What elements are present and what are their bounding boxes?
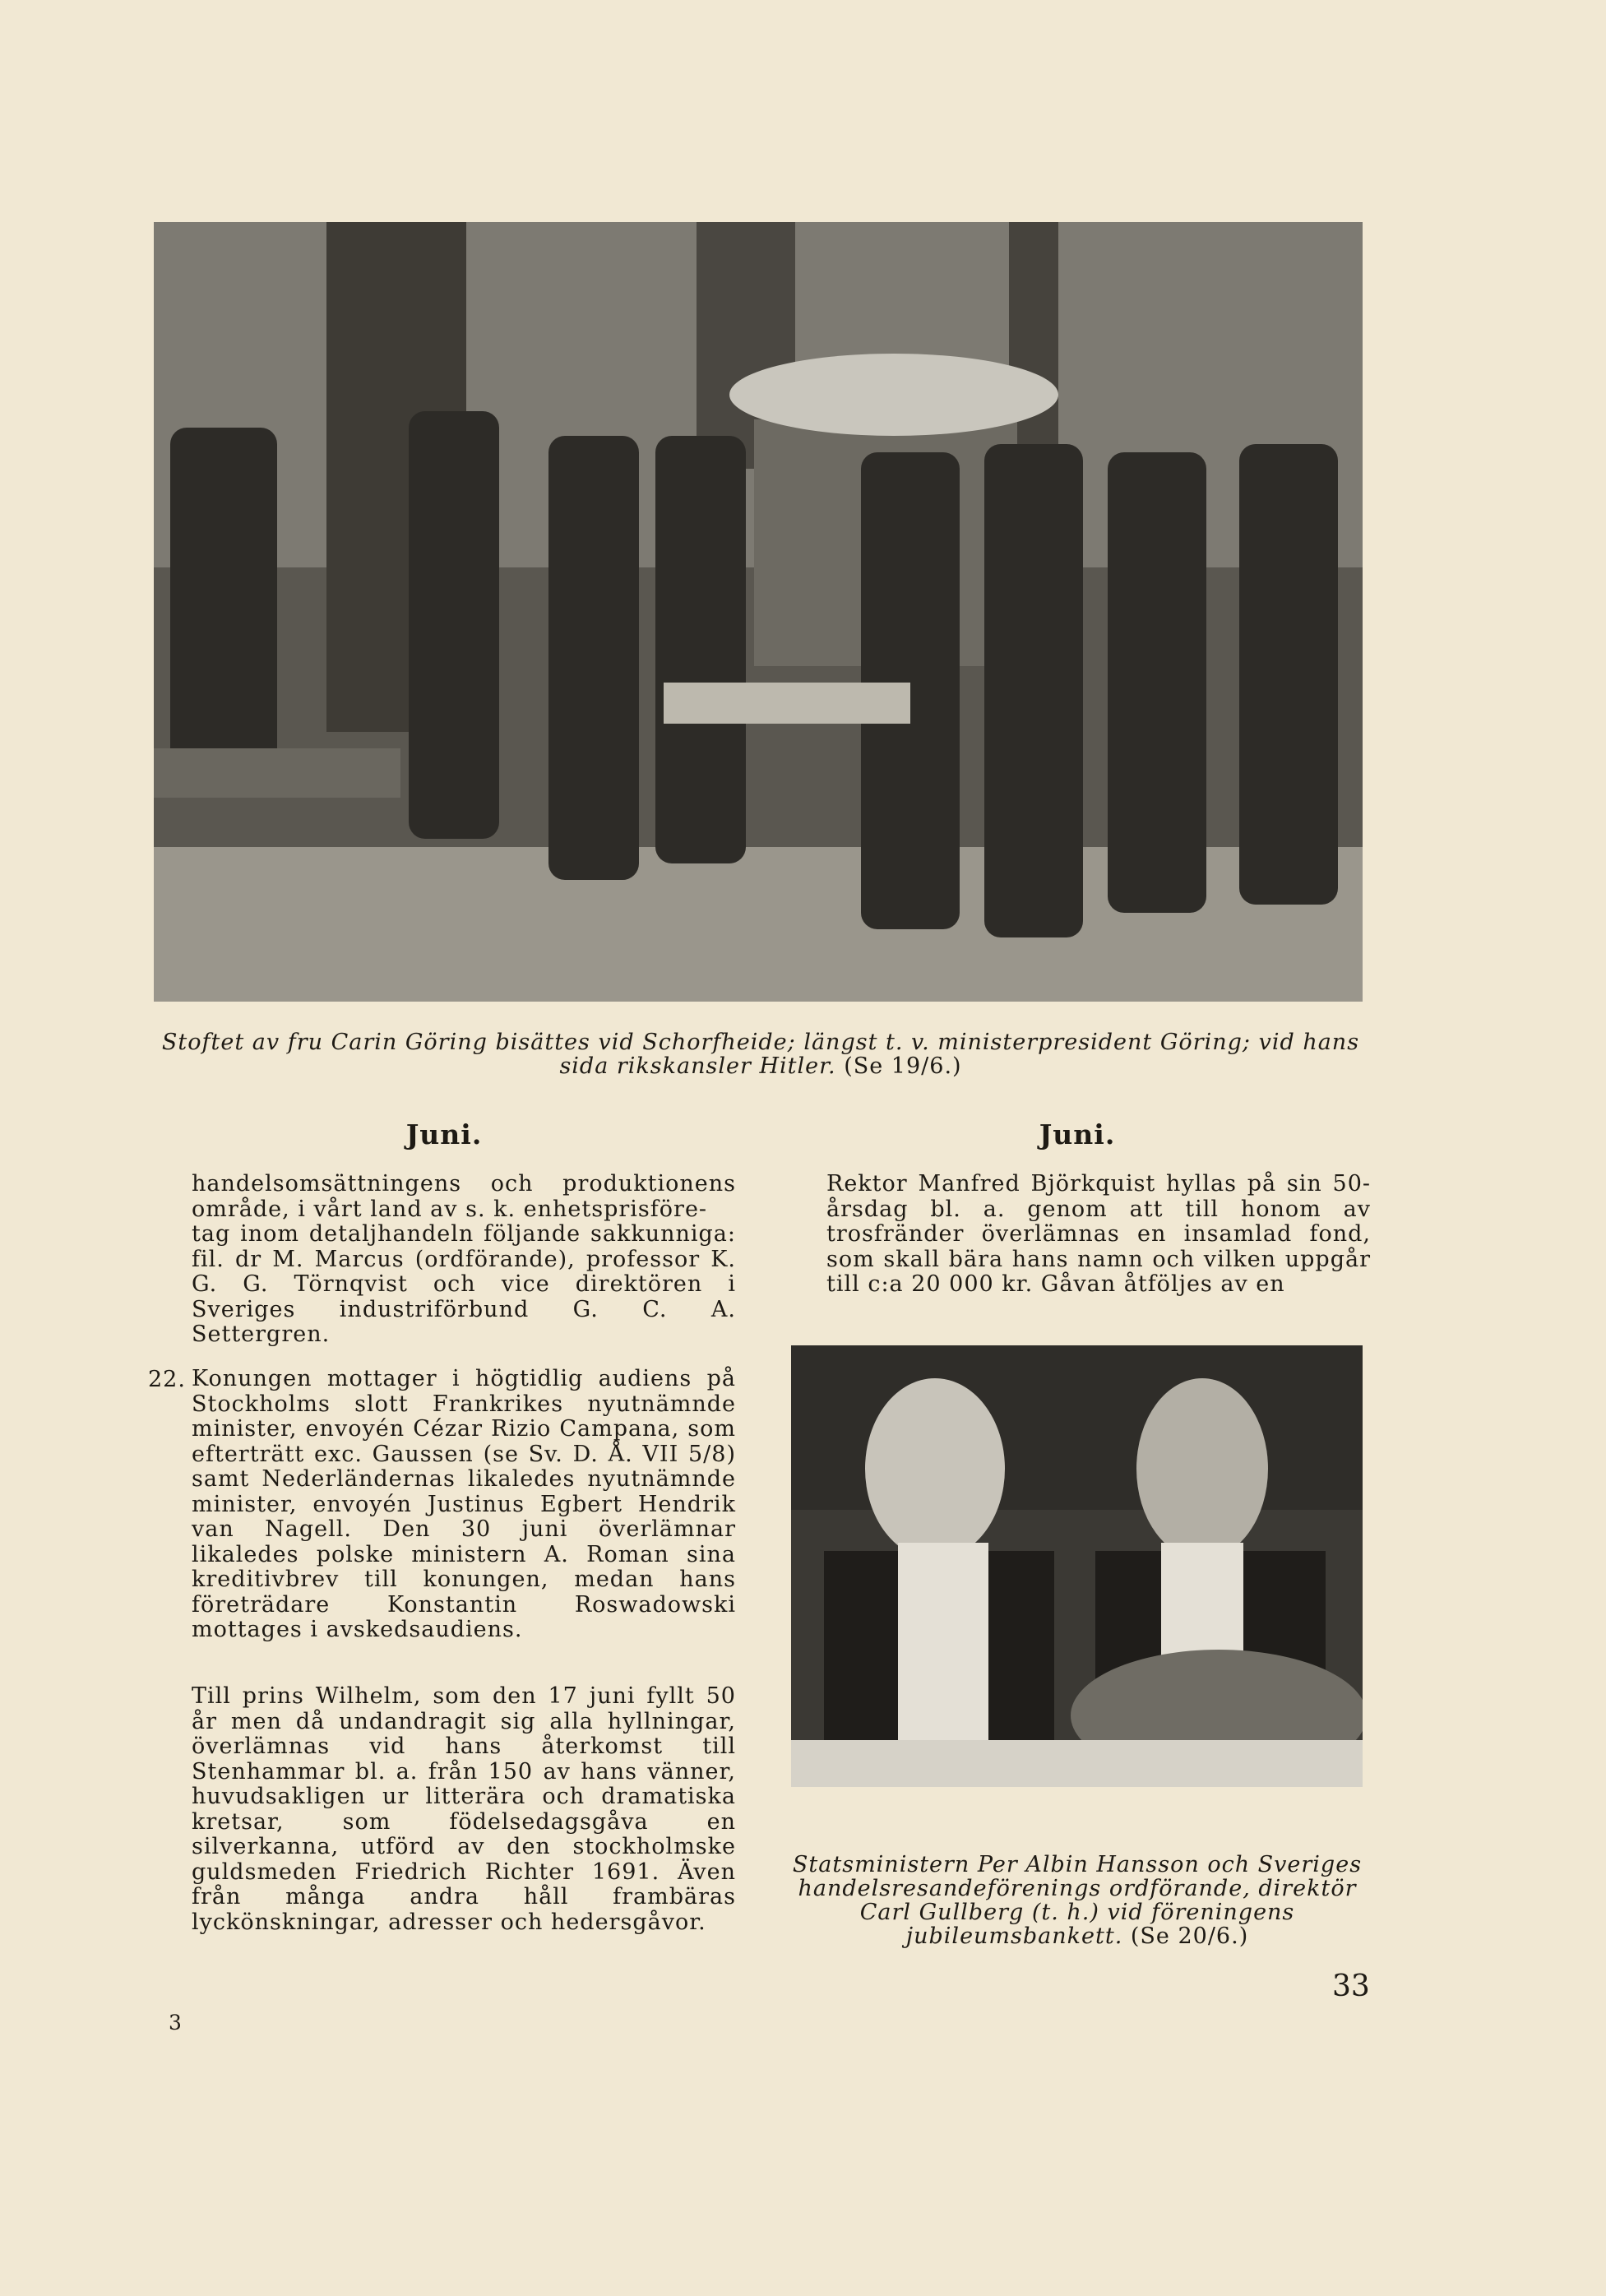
entry-number: 22.	[148, 1367, 186, 1392]
banquet-photo-caption	[781, 1853, 1373, 1948]
funeral-photo	[154, 222, 1363, 1002]
banquet-photo	[791, 1345, 1363, 1787]
right-paragraph-bjorkquist: Rektor Manfred Björkquist hyllas på sin 50-årsdag bl. a. genom att till honom av trosfränder överlämnas en insamlad fond, som skall bära hans namn och vilken uppgår till c:a 20 000 kr. Gåvan åtföljes av en	[826, 1171, 1371, 1297]
page-number: 33	[1332, 1970, 1370, 2003]
funeral-caption-text: Stoftet av fru Carin Göring bisättes vid Schorfheide; längst t. v. ministerpresident Göring; vid hans sida rikskansler Hitler.	[161, 1030, 1360, 1079]
funeral-photo-image	[154, 222, 1363, 1002]
banquet-caption-ref: (Se 20/6.)	[1130, 1923, 1249, 1949]
funeral-caption-ref: (Se 19/6.)	[844, 1053, 962, 1079]
left-paragraph-audience: Konungen mottager i högtidlig audiens på Stockholms slott Frankrikes nyutnämnde minister, envoyén Cézar Rizio Campana, som efterträtt exc. Gaussen (se Sv. D. Å. VII 5/8) samt Nederländernas likaledes nyutnämnde minister, envoyén Justinus Egbert Hendrik van Nagell. Den 30 juni överlämnar likaledes polske ministern A. Roman sina kreditivbrev till konungen, medan hans företrädare Konstantin Roswadowski mottages i avskedsaudiens.	[192, 1366, 736, 1642]
left-paragraph-prince-wilhelm: Till prins Wilhelm, som den 17 juni fyllt 50 år men då undandragit sig alla hyllningar, överlämnas vid hans återkomst till Stenhammar bl. a. från 150 av hans vänner, huvudsakligen ur litterära och dramatiska kretsar, som födelsedagsgåva en silverkanna, utförd av den stockholmske guldsmeden Friedrich Richter 1691. Även från många andra håll frambäras lyckönskningar, adresser och hedersgåvor.	[192, 1683, 736, 1935]
banquet-photo-image	[791, 1345, 1363, 1787]
funeral-photo-caption	[148, 1030, 1373, 1078]
banquet-caption-text: Statsministern Per Albin Hansson och Sveriges handelsresandeförenings ordförande, direktör Carl Gullberg (t. h.) vid föreningens jubileumsbankett.	[792, 1852, 1363, 1949]
right-column-heading: Juni.	[1039, 1118, 1116, 1150]
signature-mark: 3	[169, 2011, 182, 2034]
left-paragraph-trade: handelsomsättningens och produktionens område, i vårt land av s. k. enhetsprisföre- tag inom detaljhandeln följande sakkunniga: fil. dr M. Marcus (ordförande), professor K. G. G. Törnqvist och vice direktören i Sveriges industriförbund G. C. A. Settergren.	[192, 1171, 736, 1347]
left-column-heading: Juni.	[405, 1118, 483, 1150]
